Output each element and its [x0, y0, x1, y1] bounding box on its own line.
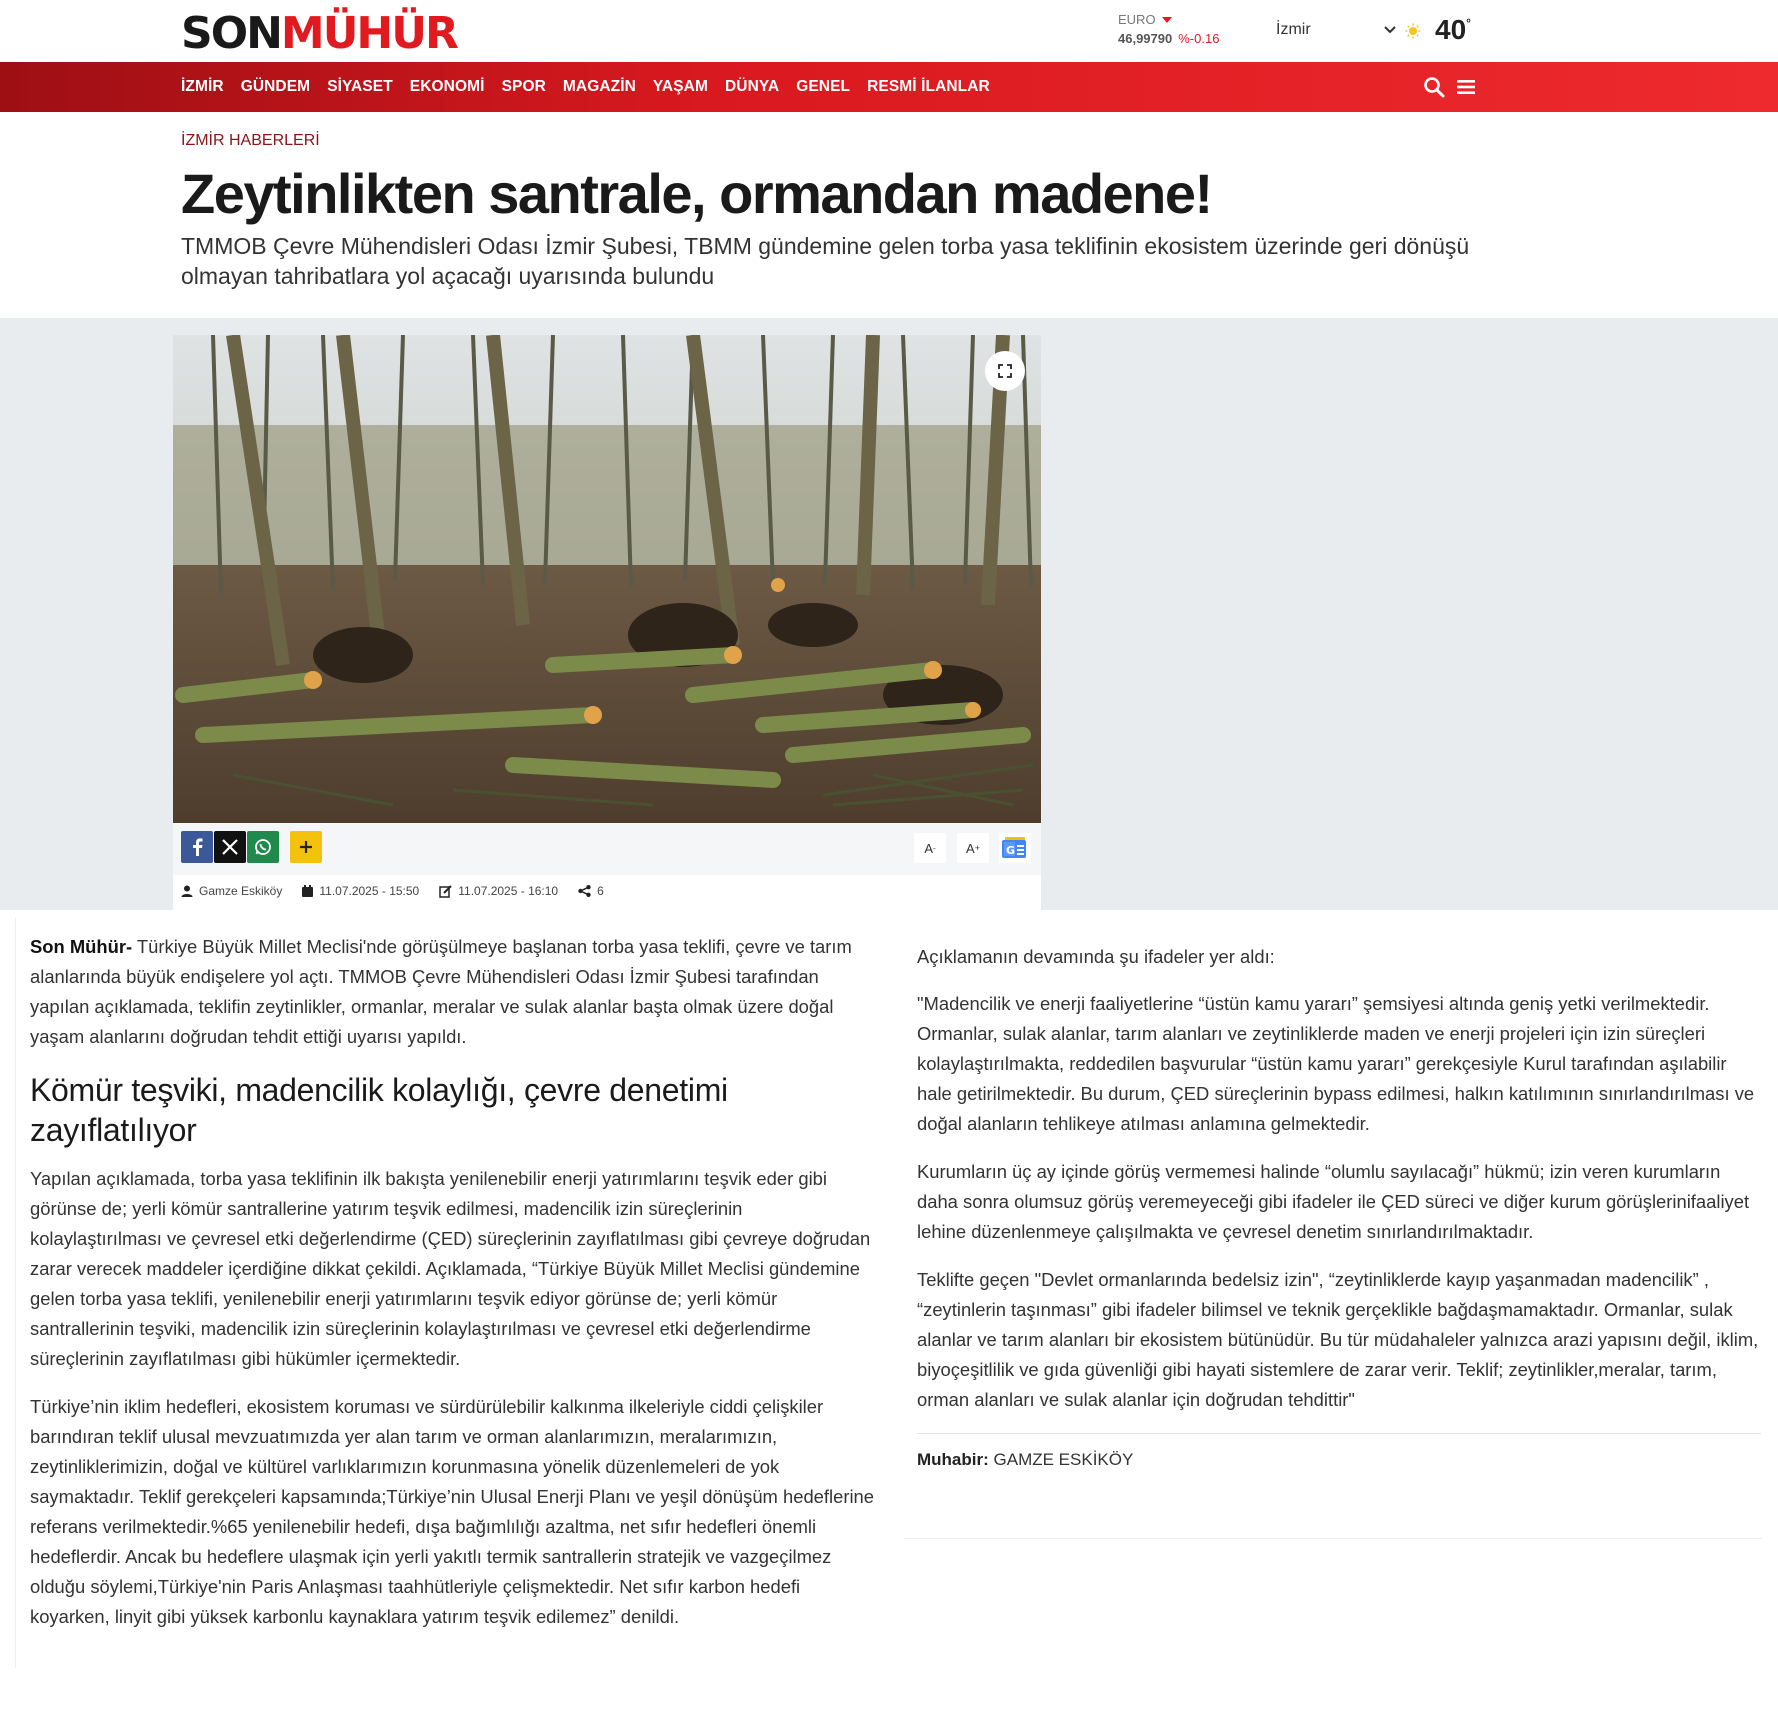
reporter-line — [917, 1450, 1759, 1470]
temperature — [1435, 14, 1471, 46]
google-news-icon — [1001, 837, 1029, 859]
down-arrow-icon — [1162, 17, 1172, 23]
hamburger-menu-icon[interactable] — [1456, 77, 1476, 97]
nav-item-yasam[interactable]: YAŞAM — [652, 78, 708, 95]
lead-text: Türkiye Büyük Millet Meclisi'nde görüşülmeye başlanan torba yasa teklifi, çevre ve tarım alanlarında büyük endişelere yol açtı. TMMOB Çevre Mühendisleri Odası İzmir Şubesi tarafından yapılan açıklamada, teklifin zeytinlikler, ormanlar, meralar ve sulak alanlar başta olmak üzere doğal yaşam alanlarını doğrudan tehdit ettiği uyarısı yapıldı. — [30, 936, 852, 1047]
article-media — [173, 335, 1041, 910]
user-icon — [181, 885, 193, 897]
fullscreen-button[interactable] — [985, 351, 1025, 391]
nav-item-spor[interactable]: SPOR — [501, 78, 546, 95]
site-logo[interactable] — [181, 10, 457, 58]
svg-text:G: G — [1006, 844, 1016, 857]
font-increase-button[interactable]: A + — [957, 833, 989, 863]
updated-date: 11.07.2025 - 16:10 — [458, 884, 559, 898]
published-date: 11.07.2025 - 15:50 — [319, 884, 420, 898]
article-meta — [181, 884, 624, 898]
share-facebook-button[interactable] — [181, 831, 213, 863]
divider — [904, 1538, 1762, 1539]
facebook-icon — [191, 838, 203, 856]
main-nav — [0, 62, 1778, 112]
nav-item-resmi-ilanlar[interactable]: RESMİ İLANLAR — [867, 78, 990, 95]
font-decrease-label: A — [924, 840, 933, 856]
nav-item-genel[interactable]: GENEL — [796, 78, 851, 95]
currency-value: 46,99790 — [1118, 31, 1173, 46]
share-more-button[interactable] — [290, 831, 322, 863]
article-body-left — [15, 918, 875, 1668]
article-subheading: Kömür teşviki, madencilik kolaylığı, çevre denetimi zayıflatılıyor — [30, 1072, 728, 1148]
divider — [917, 1433, 1761, 1434]
font-increase-label: A — [966, 840, 975, 856]
nav-item-izmir[interactable]: İZMİR — [181, 78, 224, 95]
calendar-icon — [302, 885, 313, 897]
article-body-right — [904, 918, 1759, 1538]
top-bar — [0, 0, 1778, 62]
city-select[interactable]: İzmir — [1276, 21, 1311, 38]
nav-item-ekonomi[interactable]: EKONOMİ — [409, 78, 485, 95]
lead-paragraph — [30, 932, 875, 1052]
nav-item-dunya[interactable]: DÜNYA — [724, 78, 780, 95]
edit-icon — [439, 885, 452, 898]
degree-symbol: ° — [1466, 16, 1471, 30]
article-photo[interactable] — [173, 335, 1041, 823]
currency-change: %-0.16 — [1178, 31, 1220, 46]
nav-item-gundem[interactable]: GÜNDEM — [240, 78, 311, 95]
share-whatsapp-button[interactable] — [247, 831, 279, 863]
quote-paragraph-3: Teklifte geçen "Devlet ormanlarında bedelsiz izin", “zeytinliklerde kayıp yaşanmadan madencilik” , “zeytinlerin taşınması” gibi ifadeler bilimsel ve teknik gerçeklikle bağdaşmamaktadır. Ormanlar, sulak alanlar ve tarım alanları bir ekosistem bütünüdür. Bu tür müdahaleler yalnızca arazi yapısını değil, iklim, biyoçeşitlilik ve gıda güvenliği gibi hayati sistemlere de zarar verir. Teklif; zeytinlikler,meralar, tarım, orman alanları ve sulak alanlar için doğrudan tehdittir" — [917, 1269, 1759, 1410]
article-summary: TMMOB Çevre Mühendisleri Odası İzmir Şubesi, TBMM gündemine gelen torba yasa teklifinin ekosistem üzerinde geri dönüşü olmayan tahribatlara yol açacağı uyarısında bulundu — [181, 233, 1470, 289]
right-intro: Açıklamanın devamında şu ifadeler yer aldı: — [917, 946, 1275, 967]
chevron-down-icon[interactable] — [1382, 22, 1398, 38]
logo-part-son: SON — [181, 8, 281, 59]
currency-widget[interactable] — [1118, 12, 1219, 46]
felled-forest-photo — [173, 335, 1041, 823]
nav-item-magazin[interactable]: MAGAZİN — [562, 78, 636, 95]
google-news-button[interactable] — [999, 833, 1031, 863]
quote-paragraph-1: "Madencilik ve enerji faaliyetlerine “üstün kamu yararı” şemsiyesi altında geniş yetki verilmektedir. Ormanlar, sulak alanlar, tarım alanları ve zeytinliklerde maden ve enerji projeleri için izin süreçleri kolaylaştırılmakta, reddedilen başvurular “üstün kamu yararı” gerekçesiyle Kurul tarafından aşılabilir hale getirilmektedir. Bu durum, ÇED süreçlerinin bypass edilmesi, halkın katılımının sınırlandırılması ve doğal alanların tehlikeye atılması anlamına gelmektedir. — [917, 993, 1755, 1134]
share-x-button[interactable] — [214, 831, 246, 863]
sun-icon — [1405, 23, 1421, 39]
search-icon[interactable] — [1423, 76, 1445, 98]
fullscreen-icon — [997, 363, 1013, 379]
plus-icon — [299, 840, 313, 854]
lead-source: Son Mühür- — [30, 936, 133, 957]
article-category[interactable]: İZMİR HABERLERİ — [181, 132, 320, 149]
font-decrease-button[interactable]: A - — [914, 833, 946, 863]
temperature-value: 40 — [1435, 14, 1467, 45]
article-title: Zeytinlikten santrale, ormandan madene! — [181, 162, 1212, 225]
reporter-label: Muhabir: — [917, 1450, 989, 1469]
reporter-name[interactable]: GAMZE ESKİKÖY — [988, 1450, 1134, 1469]
author-name[interactable]: Gamze Eskiköy — [199, 884, 283, 898]
whatsapp-icon — [254, 838, 272, 856]
body-paragraph-2: Türkiye’nin iklim hedefleri, ekosistem koruması ve sürdürülebilir kalkınma ilkeleriyle ciddi çelişkiler barındıran teklif ulusal mevzuatımızda yer alan tarım ve orman alanlarımızın, meralarımızın, zeytinliklerimizin, doğal ve kültürel varlıklarımızın korunmasına yönelik düzenlemeleri de yok saymaktadır. Teklif gerekçeleri kapsamında;Türkiye’nin Ulusal Enerji Planı ve yeşil dönüşüm hedeflerine referans verilmektedir.%65 yenilenebilir hedefi, dışa bağımlılığı azaltma, net sıfır hedefleri önemli hedeflerdir. Ancak bu hedeflere ulaşmak için yerli yakıtlı termik santrallerin stratejik ve vazgeçilmez olduğu söylemi,Türkiye'nin Paris Anlaşması taahhütleriyle çelişmektedir. Net sıfır karbon hedefi koyarken, linyit gibi yüksek karbonlu kaynaklara yatırım teşvik edilemez” denildi. — [30, 1396, 874, 1627]
nav-item-siyaset[interactable]: SİYASET — [327, 78, 393, 95]
share-toolbar — [173, 823, 1041, 875]
share-icon — [578, 885, 591, 897]
x-icon — [222, 839, 238, 855]
body-paragraph-1: Yapılan açıklamada, torba yasa teklifinin ilk bakışta yenilenebilir enerji yatırımlarını teşvik eder gibi görünse de; yerli kömür santrallerine yatırım teşvik edilmesi, madencilik izin süreçlerinin kolaylaştırılması ve çevresel etki değerlendirme (ÇED) süreçlerinin zayıflatılması gibi çevreye doğrudan zarar verecek maddeler içerdiğine dikkat çekildi. Açıklamada, “Türkiye Büyük Millet Meclisi gündemine gelen torba yasa teklifi, yenilenebilir enerji yatırımlarını teşvik ediyor görünse de; yerli kömür santrallerinin teşviki, madencilik izin süreçlerinin kolaylaştırılması ve çevresel etki değerlendirme süreçlerinin zayıflatılması gibi hükümler içermektedir. — [30, 1168, 871, 1369]
logo-part-muhur: MÜHÜR — [280, 8, 457, 59]
currency-label: EURO — [1118, 12, 1156, 27]
share-count: 6 — [597, 884, 604, 898]
quote-paragraph-2: Kurumların üç ay içinde görüş vermemesi halinde “olumlu sayılacağı” hükmü; izin veren kurumların daha sonra olumsuz görüş veremeyeceği gibi ifadeler ile ÇED süreci ve diğer kurum görüşlerinifaaliyet lehine düzenlenmeye çalışılmakta ve çevresel denetim sınırlandırılmaktadır. — [917, 1161, 1750, 1242]
